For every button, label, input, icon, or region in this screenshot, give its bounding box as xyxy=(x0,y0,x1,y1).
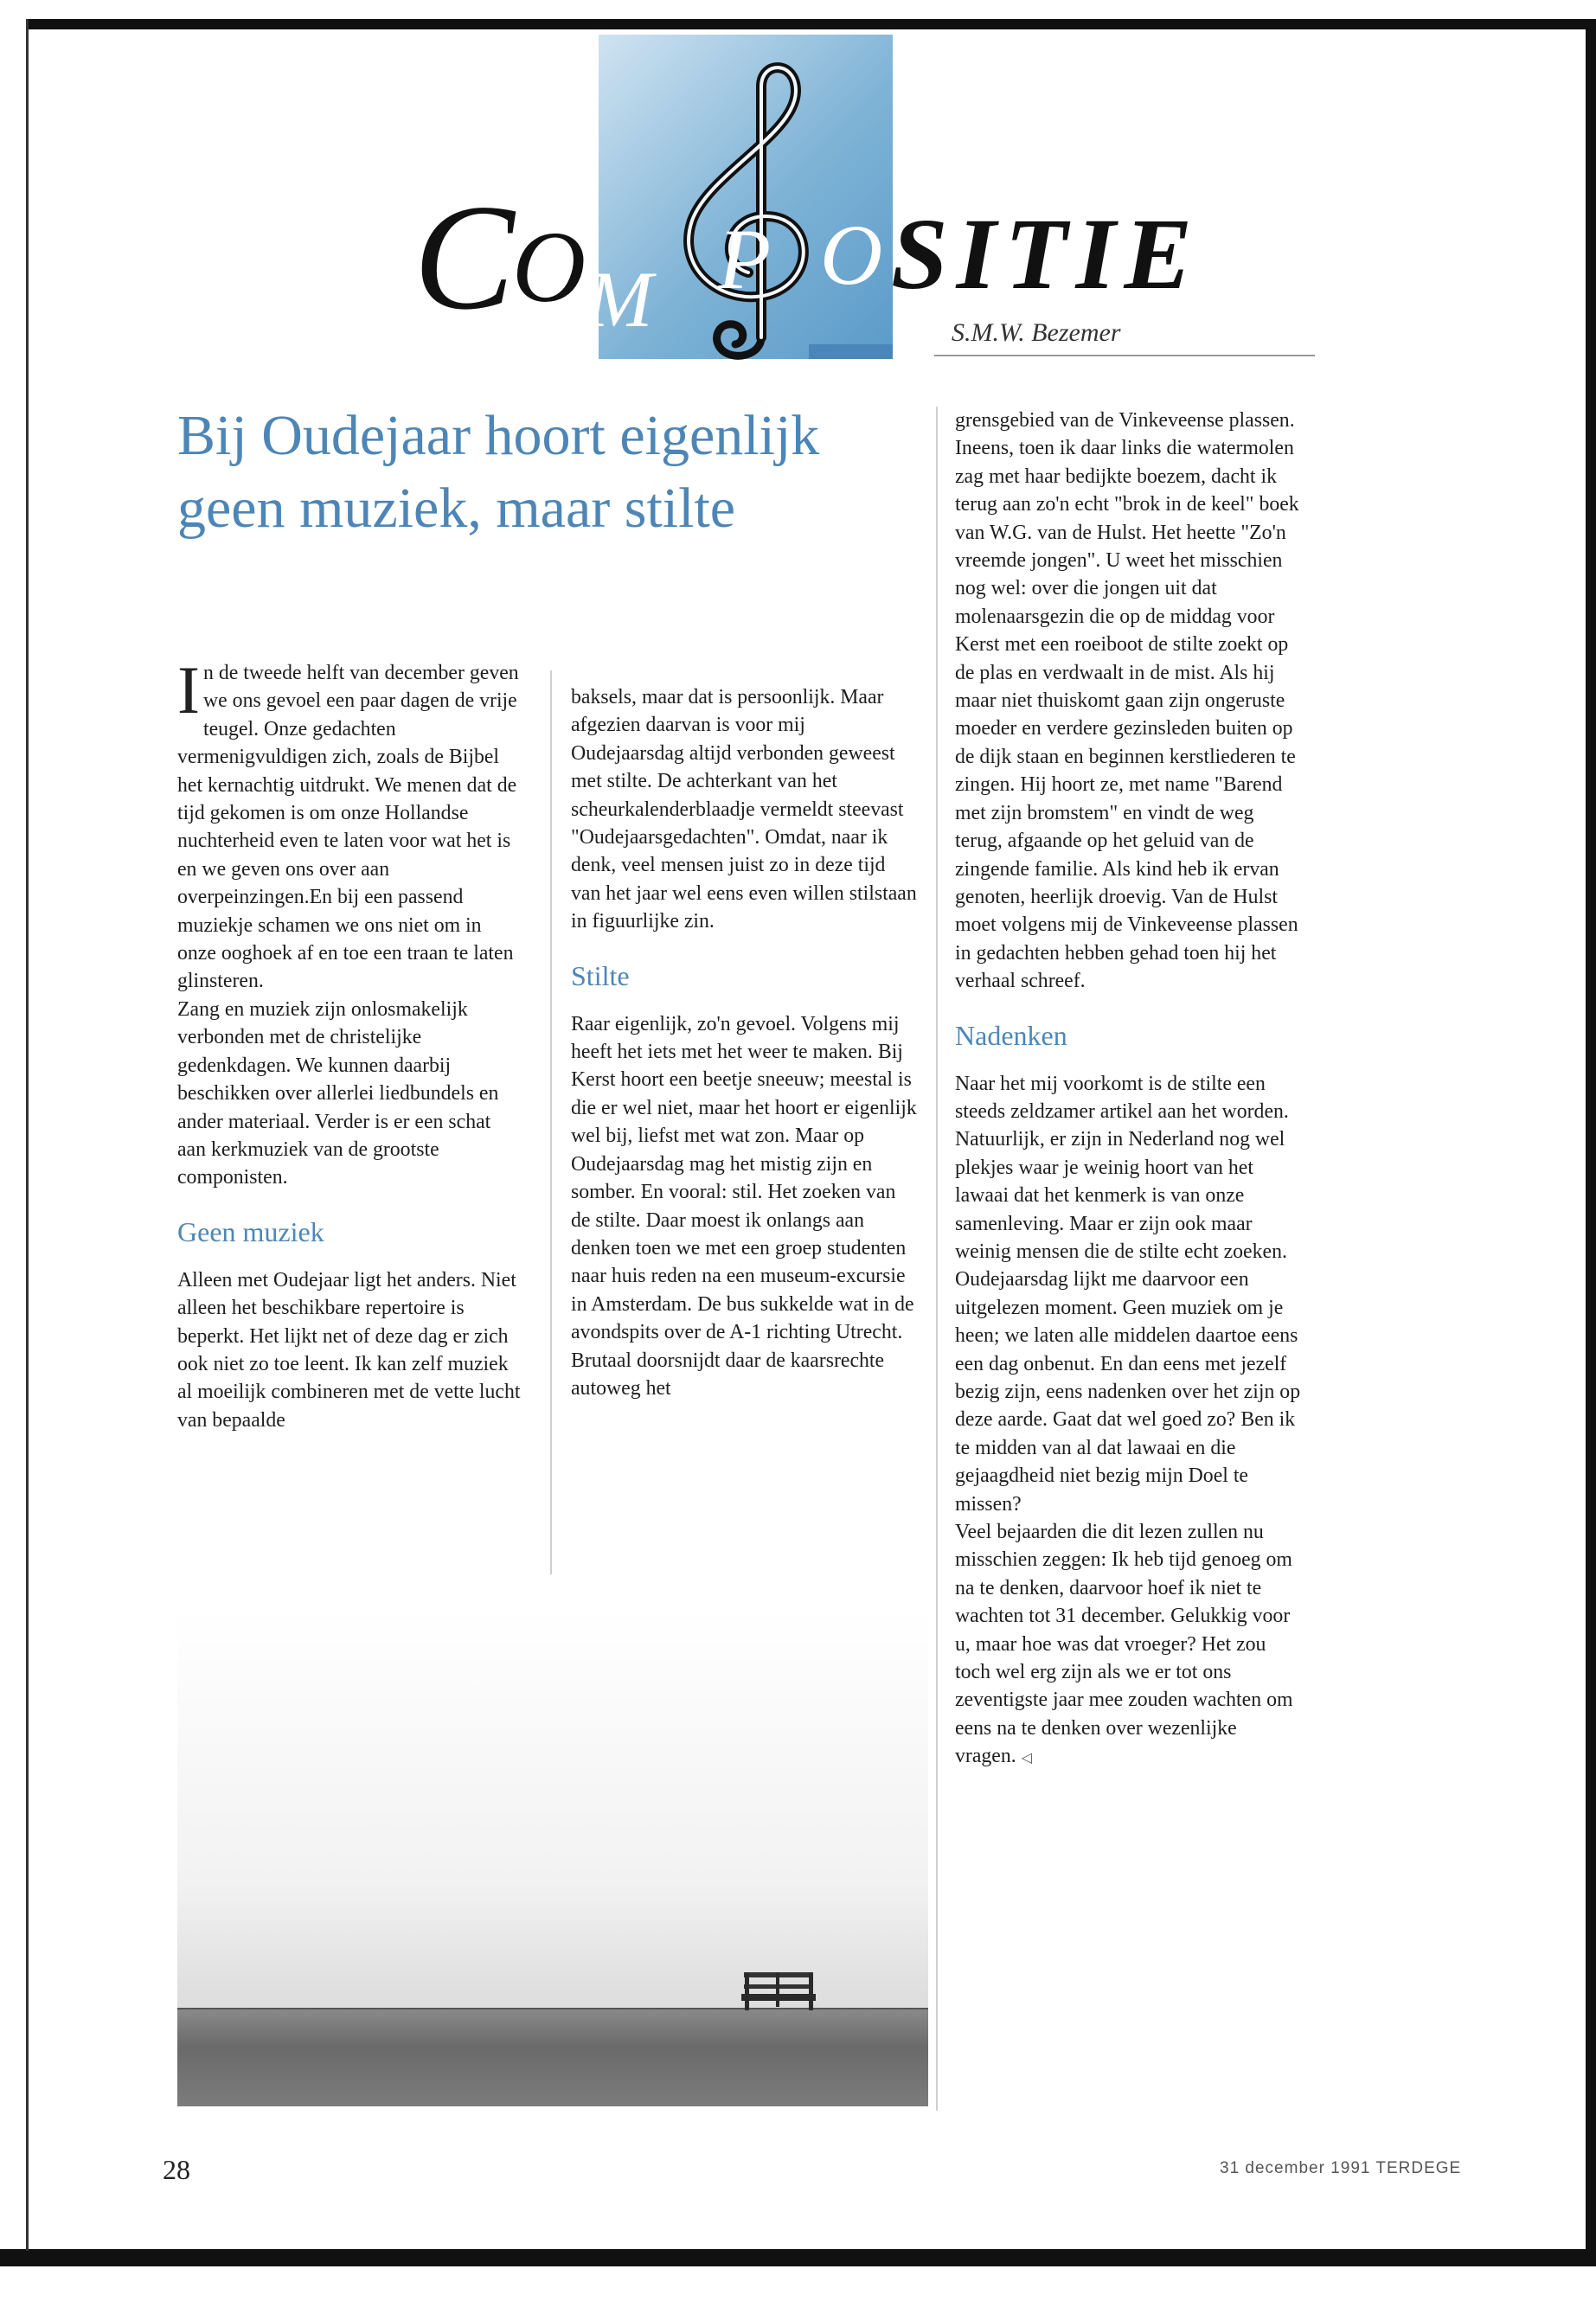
subheading-geen-muziek: Geen muziek xyxy=(177,1215,324,1247)
author-byline: S.M.W. Bezemer xyxy=(952,318,1121,347)
masthead-letter-o: O xyxy=(512,210,586,324)
subheading-stilte: Stilte xyxy=(571,959,630,991)
intro-text: n de tweede helft van december geven we ons gevoel een paar dagen de vrije teugel. Onze gedachten vermenigvuldigen zich, zoals de Bijbel het kernachtig uitdrukt. We menen dat de tijd gekomen is om onze Hollandse nuchterheid even te laten voor wat het is en we geven ons over aan overpeinzingen.En bij een passend muziekje schamen we ons niet om in onze ooghoek af en toe een traan te laten glinsteren. xyxy=(177,662,519,993)
page-number: 28 xyxy=(163,2154,190,2185)
column-divider-1 xyxy=(550,670,552,1574)
paragraph: Naar het mij voorkomt is de stilte een steeds zeldzamer artikel aan het worden. Natuurlijk, er zijn in Nederland nog wel plekjes waar je weinig hoort van het lawaai dat het kenmerk is van onze samenleving. Maar er zijn ook maar weinig mensen die de stilte echt zoeken. Oudejaarsdag lijkt me daarvoor een uitgelezen moment. Geen muziek om je heen; we laten alle middelen daartoe eens een dag onbenut. En dan eens met jezelf bezig zijn, eens nadenken over het zijn op deze aarde. Gaat dat wel goed zo? Ben ik te midden van al dat lawaai en die gejaagdheid niet bezig mijn Doel te missen? xyxy=(955,1072,1301,1516)
paragraph: Raar eigenlijk, zo'n gevoel. Volgens mij heeft het iets met het weer te maken. Bij Kerst hoort een beetje sneeuw; meestal is die er wel niet, maar het hoort er eigenlijk wel bij, liefst met wat zon. Maar op Oudejaarsdag mag het mistig zijn en somber. En vooral: stil. Het zoeken van de stilte. Daar moest ik onlangs aan denken toen we met een groep studenten naar huis reden na een museum-excursie in Amsterdam. De bus sukkelde wat in de avondspits over de A-1 richting Utrecht. Brutaal doorsnijdt daar de kaarsrechte autoweg het xyxy=(571,1012,917,1400)
page-frame-right xyxy=(1586,19,1596,2266)
masthead-letter-o-second: O xyxy=(820,207,883,303)
masthead-letter-c: C xyxy=(413,173,515,341)
paragraph: Alleen met Oudejaar ligt het anders. Niet alleen het beschikbare repertoire is beperkt. Het lijkt net of deze dag er zich ook niet zo toe leent. Ik kan zelf muziek al moeilijk combineren met de vette lucht van bepaalde xyxy=(177,1268,521,1432)
page-frame-top xyxy=(26,19,1596,29)
paragraph: Veel bejaarden die dit lezen zullen nu misschien zeggen: Ik heb tijd genoeg om na te denken, daarvoor hoef ik niet te wachten tot 31 december. Gelukkig voor u, maar hoe was dat vroeger? Het zou toch wel erg zijn als we er tot ons zeventigste jaar mee zouden wachten om eens na te denken over wezenlijke vragen. ◁ xyxy=(955,1521,1293,1768)
footer-publication-date: 31 december 1991 TERDEGE xyxy=(1220,2159,1462,2177)
end-mark-icon: ◁ xyxy=(1021,1751,1032,1766)
article-headline: Bij Oudejaar hoort eigenlijk geen muziek, maar stilte xyxy=(177,404,820,540)
column-divider-2 xyxy=(936,407,938,2111)
intro-paragraph xyxy=(177,652,523,996)
page-frame-left xyxy=(26,19,29,2251)
masthead-letter-p: P xyxy=(718,211,772,307)
text-column-1 xyxy=(177,652,523,1434)
paragraph: grensgebied van de Vinkeveense plassen. Ineens, toen ik daar links die watermolen zag met haar bedijkte boezem, dacht ik terug aan zo'n echt "brok in de keel" boek van W.G. van de Hulst. Het heette "Zo'n vreemde jongen". U weet het misschien nog wel: over die jongen uit dat molenaarsgezin die op de middag voor Kerst met een roeiboot de stilte zoekt op de plas en verdwaalt in de mist. Als hij maar niet thuiskomt gaan zijn ongeruste moeder en verdere gezinsleden buiten op de dijk staan en beginnen kerstliederen te zingen. Hij hoort ze, met name "Barend met zijn bromstem" en vindt de weg terug, afgaande op het geluid van de zingende familie. Als kind heb ik ervan genoten, heerlijk droevig. Van de Hulst moet volgens mij de Vinkeveense plassen in gedachten hebben gehad toen hij het verhaal schreef. xyxy=(955,409,1299,993)
page-frame-bottom xyxy=(0,2249,1596,2266)
paragraph: baksels, maar dat is persoonlijk. Maar afgezien daarvan is voor mij Oudejaarsdag altijd verbonden geweest met stilte. De achterkant van het scheurkalenderblaadje vermeldt steevast "Oudejaarsgedachten". Omdat, naar ik denk, veel mensen juist zo in deze tijd van het jaar wel eens even willen stilstaan in figuurlijke zin. xyxy=(571,686,917,933)
masthead-title-rest: SITIE xyxy=(891,197,1202,311)
byline-rule xyxy=(934,355,1315,356)
paragraph: Zang en muziek zijn onlosmakelijk verbonden met de christelijke gedenkdagen. We kunnen daarbij beschikken over allerlei liedbundels en ander materiaal. Verder is er een schat aan kerkmuziek van de grootste componisten. xyxy=(177,997,499,1189)
landscape-photo xyxy=(177,1609,928,2106)
text-column-2 xyxy=(571,683,917,1402)
subheading-nadenken: Nadenken xyxy=(955,1019,1067,1051)
masthead-letter-m: M xyxy=(586,255,653,343)
text-column-3 xyxy=(955,407,1301,1773)
bench-silhouette-icon xyxy=(177,1609,928,2106)
drop-cap: I xyxy=(177,652,200,727)
